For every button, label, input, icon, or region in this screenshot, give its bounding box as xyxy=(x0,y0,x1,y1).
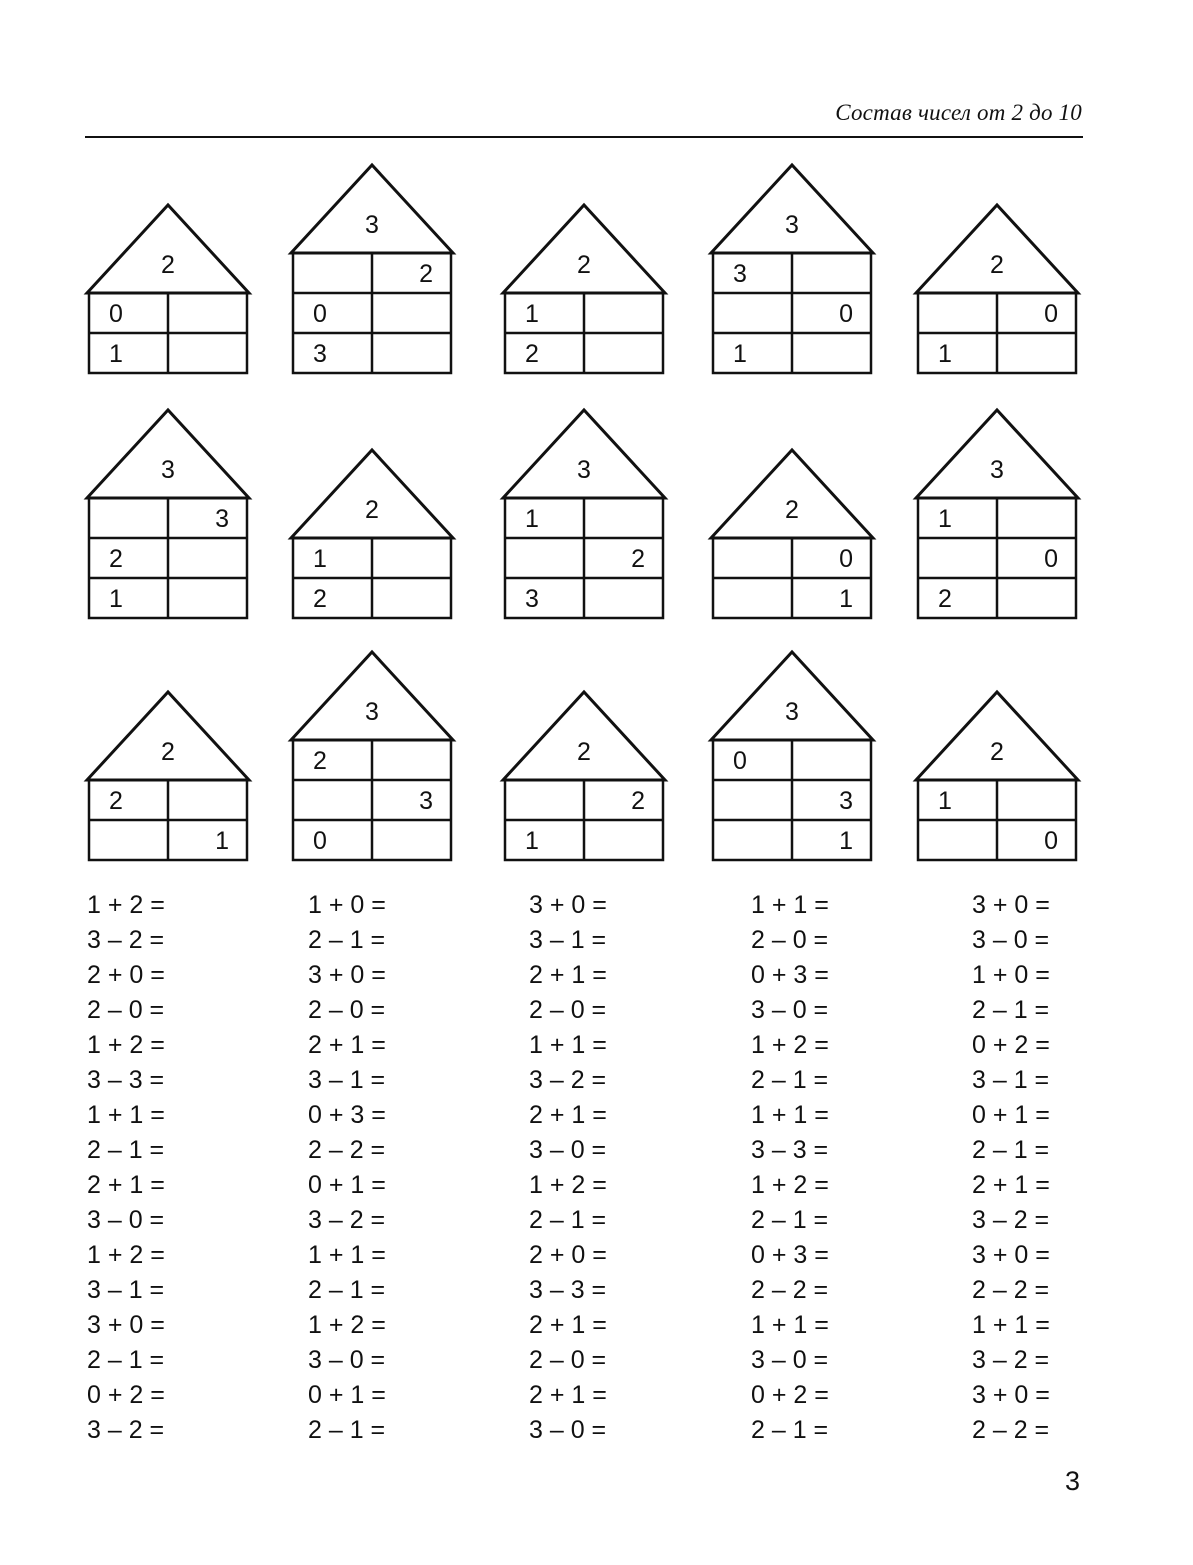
house-cell-left: 1 xyxy=(938,340,952,368)
exercise-item: 2 – 2 = xyxy=(751,1276,829,1304)
exercise-item: 3 – 0 = xyxy=(87,1206,165,1234)
exercise-item: 1 + 2 = xyxy=(529,1171,607,1199)
exercise-item: 2 – 0 = xyxy=(751,926,829,954)
house-roof-number: 2 xyxy=(577,738,591,766)
exercise-item: 2 – 2 = xyxy=(308,1136,386,1164)
house-roof-number: 3 xyxy=(785,698,799,726)
house-cell-right: 0 xyxy=(1044,545,1058,573)
exercise-item: 3 – 1 = xyxy=(972,1066,1050,1094)
exercise-item: 2 – 2 = xyxy=(972,1276,1050,1304)
exercise-item: 2 – 1 = xyxy=(308,1416,386,1444)
house-cell-left: 1 xyxy=(109,585,123,613)
house-roof-number: 2 xyxy=(785,496,799,524)
house-roof-number: 2 xyxy=(161,251,175,279)
exercise-item: 1 + 2 = xyxy=(87,891,165,919)
exercise-item: 2 – 0 = xyxy=(308,996,386,1024)
house-cell-left: 2 xyxy=(938,585,952,613)
house-roof-number: 2 xyxy=(365,496,379,524)
house-roof-number: 3 xyxy=(577,456,591,484)
exercise-item: 1 + 1 = xyxy=(751,1101,829,1129)
house-roof-number: 2 xyxy=(990,251,1004,279)
exercise-item: 3 + 0 = xyxy=(972,1381,1050,1409)
house-roof xyxy=(916,410,1078,498)
exercise-item: 0 + 1 = xyxy=(308,1381,386,1409)
exercise-item: 2 – 1 = xyxy=(972,1136,1050,1164)
house-roof xyxy=(291,652,453,740)
house-cell-left: 3 xyxy=(313,340,327,368)
exercise-item: 2 + 1 = xyxy=(87,1171,165,1199)
exercise-item: 0 + 3 = xyxy=(751,1241,829,1269)
exercise-item: 3 – 0 = xyxy=(529,1416,607,1444)
exercise-item: 3 + 0 = xyxy=(529,891,607,919)
house-cell-left: 3 xyxy=(525,585,539,613)
house-cell-left: 0 xyxy=(109,300,123,328)
exercise-item: 0 + 3 = xyxy=(751,961,829,989)
house-1 xyxy=(87,205,249,373)
house-cell-left: 1 xyxy=(525,827,539,855)
house-cell-right: 1 xyxy=(839,827,853,855)
exercise-item: 0 + 2 = xyxy=(751,1381,829,1409)
exercise-item: 3 – 3 = xyxy=(529,1276,607,1304)
house-9 xyxy=(711,450,873,618)
house-10 xyxy=(916,410,1078,618)
house-2 xyxy=(291,165,453,373)
exercise-item: 2 – 1 = xyxy=(529,1206,607,1234)
house-cell-right: 0 xyxy=(839,300,853,328)
exercise-item: 1 + 2 = xyxy=(751,1031,829,1059)
house-cell-right: 1 xyxy=(839,585,853,613)
house-cell-left: 0 xyxy=(313,300,327,328)
house-roof-number: 3 xyxy=(365,698,379,726)
house-roof-number: 2 xyxy=(990,738,1004,766)
exercise-item: 0 + 1 = xyxy=(308,1171,386,1199)
house-cell-right: 1 xyxy=(215,827,229,855)
exercise-item: 1 + 1 = xyxy=(751,1311,829,1339)
house-cell-left: 1 xyxy=(938,505,952,533)
exercise-item: 3 + 0 = xyxy=(972,891,1050,919)
exercise-item: 3 – 2 = xyxy=(87,926,165,954)
house-cell-left: 2 xyxy=(109,545,123,573)
exercise-item: 1 + 1 = xyxy=(972,1311,1050,1339)
house-roof xyxy=(87,410,249,498)
house-roof xyxy=(711,652,873,740)
house-roof xyxy=(503,410,665,498)
house-roof xyxy=(291,450,453,538)
exercise-item: 3 – 0 = xyxy=(529,1136,607,1164)
exercise-item: 2 – 0 = xyxy=(529,996,607,1024)
exercise-item: 0 + 2 = xyxy=(87,1381,165,1409)
exercise-item: 1 + 2 = xyxy=(87,1241,165,1269)
exercise-item: 2 + 1 = xyxy=(529,1381,607,1409)
page-number: 3 xyxy=(1064,1466,1080,1496)
house-roof xyxy=(711,165,873,253)
house-roof xyxy=(503,692,665,780)
house-cell-left: 2 xyxy=(525,340,539,368)
exercise-item: 1 + 2 = xyxy=(87,1031,165,1059)
exercise-item: 3 + 0 = xyxy=(308,961,386,989)
house-cell-right: 2 xyxy=(419,260,433,288)
house-3 xyxy=(503,205,665,373)
house-cell-left: 1 xyxy=(938,787,952,815)
house-cell-left: 0 xyxy=(733,747,747,775)
house-8 xyxy=(503,410,665,618)
house-cell-right: 0 xyxy=(839,545,853,573)
house-cell-left: 1 xyxy=(733,340,747,368)
house-cell-left: 1 xyxy=(313,545,327,573)
exercise-item: 2 + 1 = xyxy=(972,1171,1050,1199)
exercise-item: 3 – 0 = xyxy=(972,926,1050,954)
house-cell-right: 3 xyxy=(215,505,229,533)
exercise-item: 0 + 3 = xyxy=(308,1101,386,1129)
exercise-item: 2 – 1 = xyxy=(972,996,1050,1024)
house-roof-number: 2 xyxy=(161,738,175,766)
exercise-item: 3 – 0 = xyxy=(751,996,829,1024)
house-4 xyxy=(711,165,873,373)
house-cell-left: 2 xyxy=(109,787,123,815)
house-roof xyxy=(87,205,249,293)
house-cell-right: 3 xyxy=(419,787,433,815)
exercise-item: 1 + 1 = xyxy=(529,1031,607,1059)
exercise-column-1 xyxy=(87,888,267,1448)
exercise-item: 1 + 1 = xyxy=(308,1241,386,1269)
house-cell-right: 2 xyxy=(631,545,645,573)
exercise-item: 2 – 0 = xyxy=(529,1346,607,1374)
exercise-item: 2 – 1 = xyxy=(751,1416,829,1444)
exercise-item: 3 – 0 = xyxy=(308,1346,386,1374)
house-cell-right: 0 xyxy=(1044,827,1058,855)
house-11 xyxy=(87,692,249,860)
house-cell-left: 2 xyxy=(313,585,327,613)
exercise-item: 2 + 1 = xyxy=(308,1031,386,1059)
exercise-item: 2 – 1 = xyxy=(751,1206,829,1234)
exercise-item: 2 – 1 = xyxy=(87,1346,165,1374)
house-roof-number: 3 xyxy=(161,456,175,484)
house-roof xyxy=(916,692,1078,780)
house-cell-right: 2 xyxy=(631,787,645,815)
exercise-item: 2 + 0 = xyxy=(529,1241,607,1269)
house-5 xyxy=(916,205,1078,373)
exercise-item: 2 – 0 = xyxy=(87,996,165,1024)
house-roof xyxy=(916,205,1078,293)
exercise-item: 2 – 1 = xyxy=(308,926,386,954)
house-6 xyxy=(87,410,249,618)
house-roof-number: 3 xyxy=(990,456,1004,484)
house-cell-left: 1 xyxy=(525,505,539,533)
exercise-item: 1 + 2 = xyxy=(308,1311,386,1339)
house-roof-number: 3 xyxy=(785,211,799,239)
exercise-item: 0 + 1 = xyxy=(972,1101,1050,1129)
exercise-item: 0 + 2 = xyxy=(972,1031,1050,1059)
exercise-item: 3 – 1 = xyxy=(308,1066,386,1094)
house-roof xyxy=(503,205,665,293)
house-roof xyxy=(87,692,249,780)
house-14 xyxy=(711,652,873,860)
exercise-item: 3 – 1 = xyxy=(87,1276,165,1304)
exercise-item: 1 + 0 = xyxy=(308,891,386,919)
house-cell-right: 3 xyxy=(839,787,853,815)
exercise-item: 2 + 1 = xyxy=(529,1101,607,1129)
exercise-column-4 xyxy=(751,888,931,1448)
exercise-item: 3 – 2 = xyxy=(87,1416,165,1444)
exercise-item: 3 – 3 = xyxy=(751,1136,829,1164)
house-cell-left: 1 xyxy=(525,300,539,328)
exercise-column-2 xyxy=(308,888,488,1448)
house-roof xyxy=(711,450,873,538)
exercise-item: 2 – 1 = xyxy=(308,1276,386,1304)
house-15 xyxy=(916,692,1078,860)
page-header-title: Состав чисел от 2 до 10 xyxy=(835,100,1082,125)
exercise-item: 3 – 2 = xyxy=(308,1206,386,1234)
house-cell-right: 0 xyxy=(1044,300,1058,328)
exercise-item: 2 – 1 = xyxy=(751,1066,829,1094)
exercise-item: 1 + 1 = xyxy=(751,891,829,919)
exercise-item: 3 – 2 = xyxy=(972,1346,1050,1374)
exercise-item: 1 + 2 = xyxy=(751,1171,829,1199)
exercise-item: 2 + 1 = xyxy=(529,1311,607,1339)
house-13 xyxy=(503,692,665,860)
house-7 xyxy=(291,450,453,618)
exercise-item: 2 + 0 = xyxy=(87,961,165,989)
exercise-item: 2 – 1 = xyxy=(87,1136,165,1164)
exercise-item: 3 + 0 = xyxy=(87,1311,165,1339)
house-roof-number: 3 xyxy=(365,211,379,239)
exercise-item: 3 – 2 = xyxy=(972,1206,1050,1234)
exercise-item: 1 + 1 = xyxy=(87,1101,165,1129)
exercise-item: 2 – 2 = xyxy=(972,1416,1050,1444)
exercise-item: 3 – 2 = xyxy=(529,1066,607,1094)
exercise-item: 1 + 0 = xyxy=(972,961,1050,989)
house-cell-left: 1 xyxy=(109,340,123,368)
exercise-item: 3 + 0 = xyxy=(972,1241,1050,1269)
exercise-column-5 xyxy=(972,888,1152,1448)
house-cell-left: 2 xyxy=(313,747,327,775)
exercise-item: 3 – 0 = xyxy=(751,1346,829,1374)
house-cell-left: 0 xyxy=(313,827,327,855)
exercise-item: 3 – 1 = xyxy=(529,926,607,954)
house-12 xyxy=(291,652,453,860)
house-roof-number: 2 xyxy=(577,251,591,279)
exercise-item: 3 – 3 = xyxy=(87,1066,165,1094)
exercise-column-3 xyxy=(529,888,709,1448)
exercise-item: 2 + 1 = xyxy=(529,961,607,989)
house-cell-left: 3 xyxy=(733,260,747,288)
house-roof xyxy=(291,165,453,253)
